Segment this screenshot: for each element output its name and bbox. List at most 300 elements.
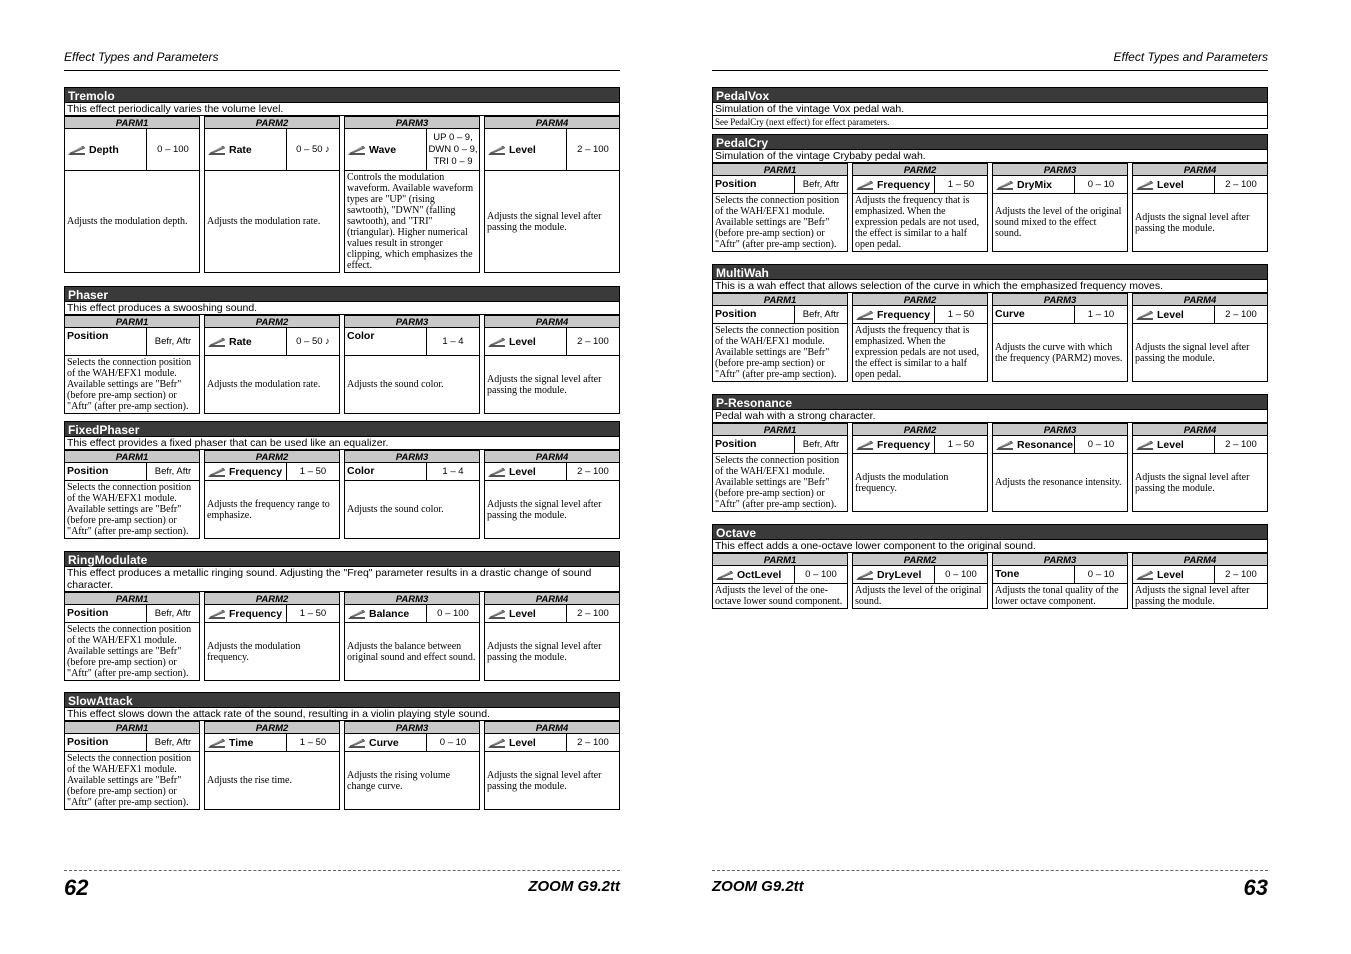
param-name-text: Curve: [995, 308, 1025, 320]
param-description-text: Selects the connection position of the WAH/EFX1 module. Available settings are "Befr" (before pre-amp section) or "Aftr" (after pre-amp section).: [715, 325, 840, 380]
param-range: 1 – 4: [442, 335, 464, 347]
expression-pedal-icon: [855, 309, 874, 321]
param-header: PARM2: [205, 315, 339, 328]
param-description-text: Adjusts the signal level after passing the module.: [487, 498, 602, 521]
param-header: PARM4: [1133, 553, 1267, 566]
param-range: 2 – 100: [1225, 438, 1257, 450]
expression-pedal-icon: [487, 466, 506, 478]
param-header: PARM3: [993, 293, 1127, 306]
effect-title: P-Resonance: [712, 394, 1268, 410]
expression-pedal-icon: [487, 144, 506, 156]
param-name: [993, 436, 1075, 453]
param-name-text: Time: [229, 736, 254, 749]
param-description: [853, 194, 987, 251]
param-description-text: Selects the connection position of the WAH/EFX1 module. Available settings are "Befr" (before pre-amp section) or "Aftr" (after pre-amp section).: [67, 482, 192, 537]
param-description-text: Adjusts the signal level after passing the module.: [487, 373, 602, 396]
param-column-1: [64, 116, 200, 273]
param-name: [65, 129, 147, 170]
param-range: Befr, Aftr: [154, 335, 192, 347]
param-columns: [64, 721, 620, 810]
right-page: [712, 0, 1268, 954]
param-header: PARM1: [65, 721, 199, 734]
param-row: [1133, 176, 1267, 194]
param-name-text: Balance: [369, 607, 410, 620]
param-column-3: [992, 553, 1128, 609]
expression-pedal-icon: [855, 569, 874, 581]
param-column-2: [204, 721, 340, 810]
param-name: [1133, 306, 1215, 323]
expression-pedal-icon: [347, 608, 366, 620]
effect-block-pedalvox: [712, 87, 1268, 129]
effect-title: PedalVox: [712, 87, 1268, 103]
param-name: [205, 463, 287, 480]
param-column-1: [64, 721, 200, 810]
param-header: PARM3: [993, 163, 1127, 176]
param-row: [485, 463, 619, 481]
param-description: [205, 623, 339, 680]
param-name: [65, 463, 147, 480]
expression-pedal-icon: [855, 439, 874, 451]
param-description: [713, 194, 847, 251]
param-header: PARM1: [713, 293, 847, 306]
param-column-3: [344, 450, 480, 539]
param-name: [65, 328, 147, 355]
param-header: PARM3: [993, 423, 1127, 436]
param-name: [853, 176, 935, 193]
param-column-2: [852, 553, 988, 609]
param-name: [345, 129, 427, 170]
param-column-4: [1132, 293, 1268, 382]
param-range: 0 – 10: [1087, 178, 1115, 190]
param-description-text: Adjusts the signal level after passing the module.: [1135, 341, 1250, 364]
param-range: 2 – 100: [1225, 308, 1257, 320]
param-name: [485, 129, 567, 170]
param-range: 0 – 100: [945, 568, 977, 580]
param-range: Befr, Aftr: [154, 736, 192, 748]
param-row: [345, 734, 479, 752]
expression-pedal-icon: [1135, 179, 1154, 191]
param-columns: [712, 553, 1268, 609]
param-description-text: Controls the modulation waveform. Available waveform types are "UP" (rising sawtooth), "DWN" (falling sawtooth), and "TRI" (triangular). Higher numerical values result in stronger clipping, which emphasizes the effect.: [347, 172, 474, 271]
param-column-1: [712, 293, 848, 382]
effect-block: [712, 264, 1268, 382]
param-row: [485, 734, 619, 752]
param-name: [993, 306, 1075, 323]
param-row: [205, 328, 339, 356]
param-name-text: Level: [1157, 438, 1184, 451]
param-name-text: Level: [509, 335, 536, 348]
param-range: 0 – 10: [1087, 438, 1115, 450]
param-header: PARM2: [205, 116, 339, 129]
expression-pedal-icon: [207, 737, 226, 749]
param-description: [1133, 584, 1267, 608]
param-columns: [712, 293, 1268, 382]
param-row: [65, 463, 199, 481]
param-column-1: [64, 450, 200, 539]
param-header: PARM1: [65, 315, 199, 328]
param-header: PARM3: [345, 450, 479, 463]
param-description-text: Adjusts the signal level after passing the module.: [1135, 471, 1250, 494]
param-name-text: Position: [67, 330, 109, 342]
param-name-text: Position: [715, 308, 757, 320]
param-header: PARM2: [853, 423, 987, 436]
param-columns: [64, 116, 620, 273]
effect-note: See PedalCry (next effect) for effect parameters.: [712, 116, 1268, 129]
param-name-text: Position: [67, 736, 109, 748]
param-range: 1 – 10: [1087, 308, 1115, 320]
param-range: 2 – 100: [577, 143, 609, 155]
param-name: [853, 566, 935, 583]
param-name: [993, 566, 1075, 583]
param-columns: [712, 163, 1268, 252]
param-description: [205, 356, 339, 413]
param-range: 2 – 100: [577, 465, 609, 477]
expression-pedal-icon: [207, 466, 226, 478]
param-header: PARM4: [485, 450, 619, 463]
param-row: [713, 436, 847, 454]
param-name-text: Level: [1157, 178, 1184, 191]
param-name: [345, 734, 427, 751]
param-range: 1 – 50: [947, 178, 975, 190]
param-description: [485, 752, 619, 809]
expression-pedal-icon: [207, 144, 226, 156]
effect-block: [712, 134, 1268, 252]
param-description: [205, 171, 339, 272]
param-header: PARM2: [205, 592, 339, 605]
param-header: PARM4: [485, 116, 619, 129]
param-description: [1133, 324, 1267, 381]
param-column-1: [712, 553, 848, 609]
param-range: UP 0 – 9, DWN 0 – 9, TRI 0 – 9: [428, 131, 478, 167]
model-name: ZOOM G9.2tt: [712, 878, 804, 895]
param-range: 0 – 100: [157, 143, 189, 155]
param-column-3: [344, 315, 480, 414]
effect-title: SlowAttack: [64, 692, 620, 708]
param-name-text: Resonance: [1017, 438, 1074, 451]
param-range: Befr, Aftr: [802, 438, 840, 450]
param-header: PARM1: [65, 116, 199, 129]
param-description: [485, 481, 619, 538]
param-header: PARM3: [345, 721, 479, 734]
param-description: [713, 324, 847, 381]
param-column-4: [484, 116, 620, 273]
page-number: 62: [64, 875, 89, 900]
param-name: [713, 566, 795, 583]
param-description-text: Selects the connection position of the WAH/EFX1 module. Available settings are "Befr" (before pre-amp section) or "Aftr" (after pre-amp section).: [67, 624, 192, 679]
effect-block: [64, 87, 620, 273]
param-columns: [64, 450, 620, 539]
param-description: [1133, 194, 1267, 251]
param-name: [205, 129, 287, 170]
param-header: PARM4: [485, 592, 619, 605]
param-name: [713, 306, 795, 323]
param-range: Befr, Aftr: [802, 178, 840, 190]
page-header: Effect Types and Parameters: [712, 50, 1268, 71]
param-description: [65, 171, 199, 272]
footer-divider: [64, 870, 620, 871]
expression-pedal-icon: [995, 179, 1014, 191]
param-column-4: [1132, 423, 1268, 512]
param-range: Befr, Aftr: [154, 607, 192, 619]
param-row: [205, 129, 339, 171]
param-name: [485, 328, 567, 355]
expression-pedal-icon: [207, 336, 226, 348]
param-row: [345, 463, 479, 481]
param-name-text: Position: [715, 178, 757, 190]
param-description: [993, 584, 1127, 608]
effect-description: Simulation of the vintage Crybaby pedal wah.: [712, 150, 1268, 163]
param-description: [713, 454, 847, 511]
param-range: 1 – 50: [947, 308, 975, 320]
effect-title: FixedPhaser: [64, 421, 620, 437]
param-row: [993, 566, 1127, 584]
effect-title: PedalCry: [712, 134, 1268, 150]
param-description-text: Selects the connection position of the WAH/EFX1 module. Available settings are "Befr" (before pre-amp section) or "Aftr" (after pre-amp section).: [67, 753, 192, 808]
param-description-text: Selects the connection position of the WAH/EFX1 module. Available settings are "Befr" (before pre-amp section) or "Aftr" (after pre-amp section).: [715, 195, 840, 250]
param-name: [853, 436, 935, 453]
expression-pedal-icon: [67, 144, 86, 156]
param-description-text: Adjusts the tonal quality of the lower octave component.: [995, 585, 1119, 607]
param-header: PARM2: [853, 163, 987, 176]
param-header: PARM1: [713, 423, 847, 436]
param-description: [205, 481, 339, 538]
param-header: PARM4: [1133, 423, 1267, 436]
param-header: PARM2: [853, 293, 987, 306]
param-name-text: Level: [509, 143, 536, 156]
effect-description: This effect periodically varies the volume level.: [64, 103, 620, 116]
expression-pedal-icon: [347, 737, 366, 749]
param-description: [713, 584, 847, 608]
effect-block: [64, 692, 620, 810]
param-header: PARM1: [713, 163, 847, 176]
param-row: [853, 566, 987, 584]
param-column-4: [484, 315, 620, 414]
param-description-text: Adjusts the level of the one-octave lower sound component.: [715, 585, 843, 607]
param-column-2: [204, 592, 340, 681]
param-range: 0 – 50 ♪: [296, 143, 330, 155]
expression-pedal-icon: [207, 608, 226, 620]
expression-pedal-icon: [487, 737, 506, 749]
param-row: [993, 176, 1127, 194]
param-description: [205, 752, 339, 809]
param-column-4: [1132, 163, 1268, 252]
expression-pedal-icon: [487, 608, 506, 620]
param-column-3: [992, 423, 1128, 512]
param-name-text: Level: [509, 736, 536, 749]
param-row: [1133, 306, 1267, 324]
param-name-text: DryMix: [1017, 178, 1053, 191]
param-name: [485, 605, 567, 622]
param-description-text: Adjusts the rising volume change curve.: [347, 769, 451, 792]
param-name-text: Curve: [369, 736, 399, 749]
param-column-2: [204, 315, 340, 414]
param-column-1: [712, 163, 848, 252]
param-description-text: Adjusts the curve with which the frequency (PARM2) moves.: [995, 341, 1123, 364]
param-range: 1 – 50: [947, 438, 975, 450]
param-columns: [64, 315, 620, 414]
param-column-3: [344, 592, 480, 681]
param-name: [205, 605, 287, 622]
effect-title: MultiWah: [712, 264, 1268, 280]
param-column-2: [852, 293, 988, 382]
param-description: [65, 356, 199, 413]
param-column-4: [484, 450, 620, 539]
param-description: [853, 584, 987, 608]
param-description: [485, 356, 619, 413]
param-header: PARM4: [1133, 293, 1267, 306]
param-description-text: Adjusts the resonance intensity.: [995, 477, 1122, 488]
param-range: 0 – 50 ♪: [296, 335, 330, 347]
param-name-text: Level: [1157, 568, 1184, 581]
param-description: [485, 171, 619, 272]
param-row: [345, 328, 479, 356]
param-description-text: Adjusts the modulation frequency.: [855, 471, 949, 494]
param-range: 1 – 50: [299, 465, 327, 477]
param-name-text: Tone: [995, 568, 1020, 580]
param-column-3: [344, 116, 480, 273]
param-row: [65, 734, 199, 752]
param-column-3: [344, 721, 480, 810]
param-description-text: Adjusts the sound color.: [347, 379, 444, 390]
param-row: [345, 605, 479, 623]
param-row: [853, 306, 987, 324]
effect-description: Pedal wah with a strong character.: [712, 410, 1268, 423]
param-description-text: Adjusts the level of the original sound mixed to the effect sound.: [995, 206, 1122, 239]
param-name-text: Wave: [369, 143, 397, 156]
param-row: [853, 176, 987, 194]
param-description-text: Adjusts the rise time.: [207, 775, 292, 786]
expression-pedal-icon: [715, 569, 734, 581]
param-range: 1 – 50: [299, 736, 327, 748]
param-range: Befr, Aftr: [802, 308, 840, 320]
param-header: PARM3: [345, 315, 479, 328]
param-row: [1133, 566, 1267, 584]
param-row: [713, 306, 847, 324]
param-header: PARM4: [485, 315, 619, 328]
param-row: [993, 436, 1127, 454]
param-header: PARM4: [485, 721, 619, 734]
param-range: 2 – 100: [577, 736, 609, 748]
expression-pedal-icon: [347, 144, 366, 156]
param-row: [713, 176, 847, 194]
param-column-4: [1132, 553, 1268, 609]
param-description: [65, 623, 199, 680]
param-description-text: Adjusts the frequency range to emphasize.: [207, 498, 330, 521]
param-row: [485, 605, 619, 623]
param-name-text: Frequency: [229, 465, 283, 478]
param-name-text: Level: [509, 465, 536, 478]
param-description: [993, 324, 1127, 381]
param-range: 2 – 100: [577, 607, 609, 619]
param-name: [1133, 566, 1215, 583]
param-description-text: Adjusts the signal level after passing the module.: [487, 640, 602, 663]
expression-pedal-icon: [1135, 309, 1154, 321]
param-row: [65, 605, 199, 623]
param-range: 0 – 100: [805, 568, 837, 580]
param-column-1: [64, 592, 200, 681]
effect-block: [64, 421, 620, 539]
param-columns: [64, 592, 620, 681]
param-row: [485, 328, 619, 356]
param-row: [205, 734, 339, 752]
effect-block: [64, 551, 620, 681]
param-name-text: OctLevel: [737, 568, 782, 581]
param-header: PARM3: [993, 553, 1127, 566]
effect-description: This effect produces a metallic ringing sound. Adjusting the "Freq" parameter results in a drastic change of sound character.: [64, 567, 620, 592]
param-range: 2 – 100: [577, 335, 609, 347]
param-row: [1133, 436, 1267, 454]
param-range: 0 – 10: [439, 736, 467, 748]
param-row: [713, 566, 847, 584]
param-name-text: Frequency: [877, 438, 931, 451]
param-row: [485, 129, 619, 171]
param-name: [713, 176, 795, 193]
param-description: [853, 324, 987, 381]
param-name-text: DryLevel: [877, 568, 922, 581]
param-range: 2 – 100: [1225, 568, 1257, 580]
effect-description: This effect provides a fixed phaser that can be used like an equalizer.: [64, 437, 620, 450]
expression-pedal-icon: [487, 336, 506, 348]
param-column-2: [204, 116, 340, 273]
effect-block: [64, 286, 620, 414]
effect-description: Simulation of the vintage Vox pedal wah.: [712, 103, 1268, 116]
effect-block: [712, 524, 1268, 609]
param-description-text: Adjusts the frequency that is emphasized. When the expression pedals are not used, the effect is similar to a half open pedal.: [855, 325, 980, 380]
param-description-text: Selects the connection position of the WAH/EFX1 module. Available settings are "Befr" (before pre-amp section) or "Aftr" (after pre-amp section).: [67, 357, 192, 412]
param-name-text: Color: [347, 465, 375, 477]
effect-description: This effect produces a swooshing sound.: [64, 302, 620, 315]
param-description-text: Adjusts the signal level after passing the module.: [1135, 211, 1250, 234]
param-description: [485, 623, 619, 680]
param-description: [993, 194, 1127, 251]
param-header: PARM2: [205, 721, 339, 734]
param-name: [853, 306, 935, 323]
param-range: 1 – 50: [299, 607, 327, 619]
param-name-text: Frequency: [877, 178, 931, 191]
param-description: [993, 454, 1127, 511]
param-column-4: [484, 721, 620, 810]
param-row: [853, 436, 987, 454]
param-header: PARM2: [205, 450, 339, 463]
param-name-text: Position: [67, 465, 109, 477]
expression-pedal-icon: [855, 179, 874, 191]
param-header: PARM3: [345, 116, 479, 129]
param-column-1: [712, 423, 848, 512]
param-name: [1133, 176, 1215, 193]
effect-title: Octave: [712, 524, 1268, 540]
param-description-text: Adjusts the signal level after passing the module.: [487, 769, 602, 792]
param-description-text: Adjusts the modulation frequency.: [207, 640, 301, 663]
param-name-text: Frequency: [229, 607, 283, 620]
param-name-text: Level: [1157, 308, 1184, 321]
expression-pedal-icon: [995, 439, 1014, 451]
param-header: PARM3: [345, 592, 479, 605]
param-description-text: Adjusts the signal level after passing the module.: [487, 210, 602, 233]
param-name-text: Depth: [89, 143, 119, 156]
param-header: PARM1: [713, 553, 847, 566]
param-name-text: Color: [347, 330, 375, 342]
param-name-text: Position: [715, 438, 757, 450]
effect-title: RingModulate: [64, 551, 620, 567]
footer: [712, 875, 1268, 905]
param-name: [345, 605, 427, 622]
param-name-text: Rate: [229, 143, 252, 156]
param-description: [1133, 454, 1267, 511]
param-description-text: Adjusts the modulation depth.: [67, 216, 188, 227]
param-description: [345, 752, 479, 809]
param-column-3: [992, 163, 1128, 252]
param-description: [345, 171, 479, 272]
